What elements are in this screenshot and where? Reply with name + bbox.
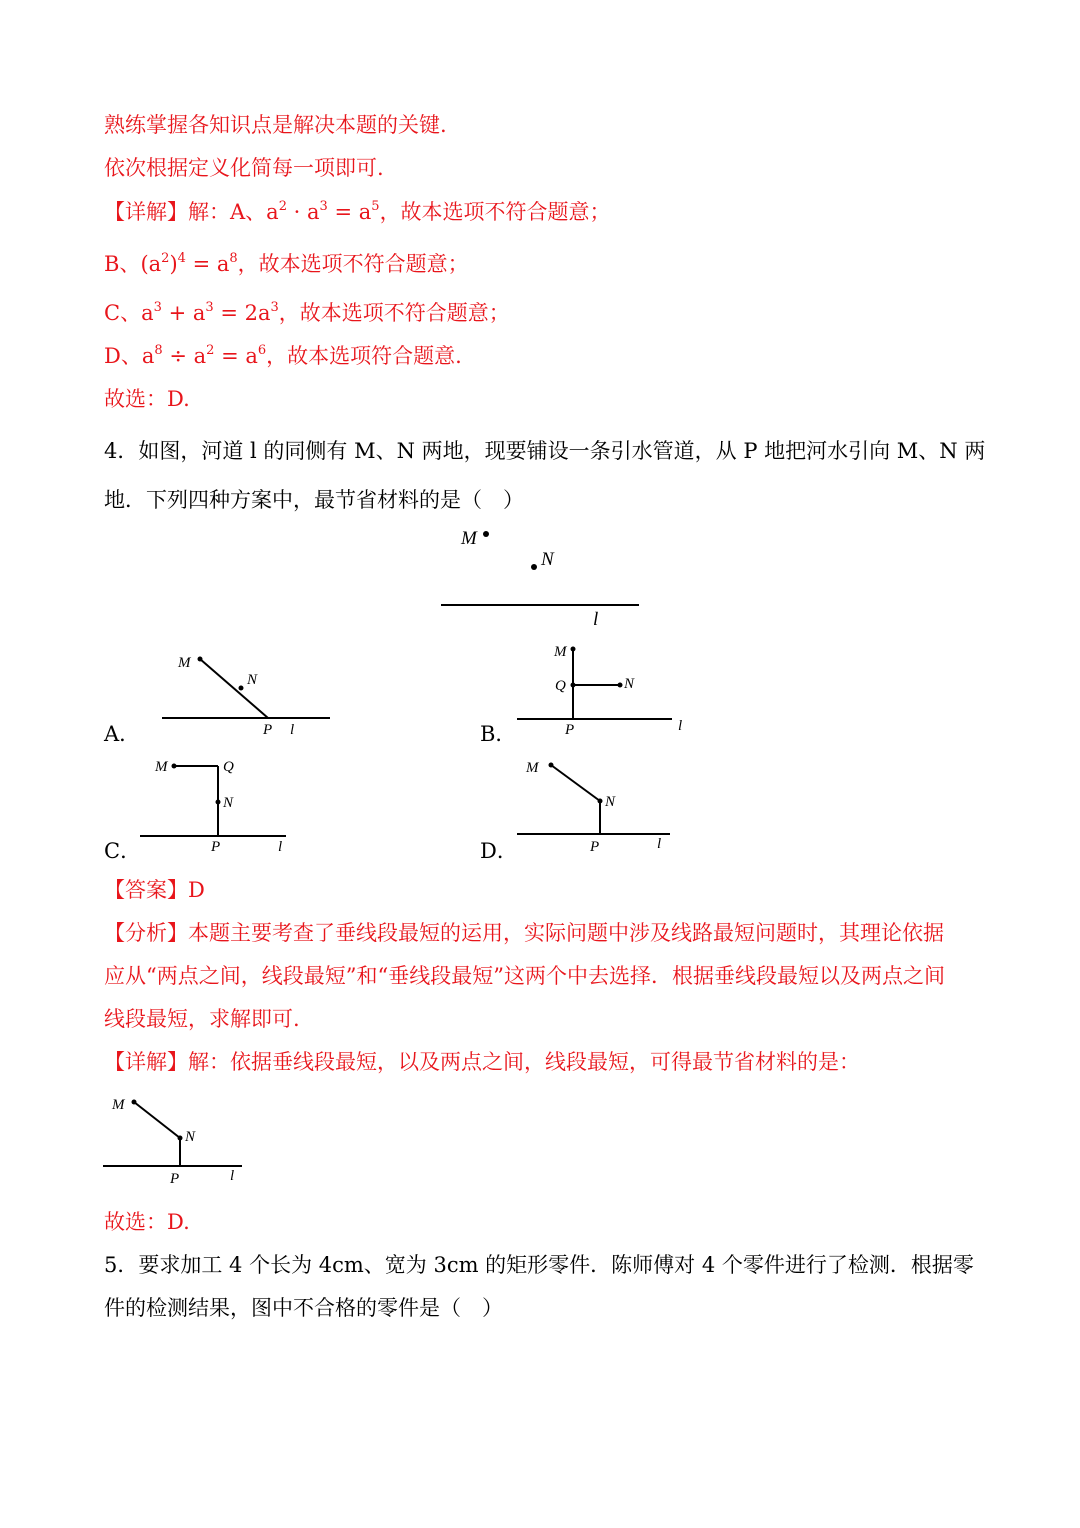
label-l: l — [278, 839, 283, 855]
label-l: l — [230, 1168, 235, 1184]
label-n: N — [624, 676, 635, 692]
detail-c-tail: ，故本选项不符合题意； — [278, 301, 510, 325]
label-p: P — [263, 722, 273, 738]
point-n — [531, 564, 537, 570]
option-b-label: B． — [480, 722, 517, 746]
math-expression-d: $a^8 \div a^2 = a^6$ — [141, 343, 267, 368]
analysis-line: 线段最短，求解即可. — [104, 1007, 300, 1031]
detail-tag: 【详解】 — [104, 200, 188, 224]
label-m: M — [112, 1097, 125, 1113]
point-m — [483, 531, 489, 537]
detail-tag: 【详解】 — [104, 1050, 188, 1074]
detail-b-tail: ，故本选项不符合题意； — [237, 252, 469, 276]
label-n: N — [605, 794, 616, 810]
point-n — [239, 686, 244, 691]
label-p: P — [590, 839, 600, 855]
answer-value: D — [188, 878, 205, 902]
analysis-tag: 【分析】 — [104, 921, 188, 945]
analysis-text: 本题主要考查了垂线段最短的运用，实际问题中涉及线路最短问题时，其理论依据 — [188, 921, 944, 945]
label-l: l — [678, 718, 683, 734]
option-d-label: D． — [480, 839, 518, 863]
main-figure — [440, 520, 640, 630]
label-l: l — [593, 609, 599, 630]
detail-text: 解：依据垂线段最短，以及两点之间，线段最短，可得最节省材料的是： — [188, 1050, 860, 1074]
math-expression-b: $(a^2)^4 = a^8$ — [140, 251, 238, 276]
conclusion: 故选：D. — [104, 387, 190, 411]
option-c-label: C． — [104, 839, 142, 863]
explanation-line: 依次根据定义化简每一项即可. — [104, 156, 384, 180]
option-a-label: A． — [104, 722, 141, 746]
question-5-line: 5．要求加工 4 个长为 4cm、宽为 3cm 的矩形零件．陈师傅对 4 个零件进行了检测．根据零 — [104, 1253, 974, 1277]
option-label: B、 — [104, 252, 141, 276]
detail-d-tail: ，故本选项符合题意. — [266, 344, 462, 368]
detail-a-line — [104, 198, 611, 226]
label-p: P — [565, 722, 575, 738]
option-d-figure — [515, 755, 680, 855]
label-q: Q — [555, 678, 566, 694]
detail-intro: 解：A、 — [188, 200, 267, 224]
question-4-line: 4．如图，河道 l 的同侧有 M、N 两地，现要铺设一条引水管道，从 P 地把河水引向 M、N 两 — [104, 439, 986, 463]
label-p: P — [170, 1171, 180, 1187]
detail-c-line — [104, 299, 510, 327]
label-n: N — [185, 1129, 196, 1145]
solution-figure — [100, 1092, 250, 1192]
label-m: M — [178, 655, 191, 671]
option-label: D、 — [104, 344, 142, 368]
label-n: N — [541, 549, 554, 570]
analysis-line — [104, 919, 944, 947]
answer-tag: 【答案】 — [104, 878, 188, 902]
label-p: P — [211, 839, 221, 855]
explanation-line: 熟练掌握各知识点是解决本题的关键. — [104, 113, 447, 137]
pipe-m-n — [551, 765, 600, 801]
label-n: N — [247, 672, 258, 688]
detail-a-tail: ，故本选项不符合题意； — [379, 200, 611, 224]
detail-d-line — [104, 342, 462, 370]
pipe-m-p — [200, 659, 268, 718]
point-n — [618, 683, 623, 688]
label-m: M — [554, 644, 567, 660]
label-l: l — [657, 836, 662, 852]
detail-b-line — [104, 250, 469, 278]
option-a-figure — [160, 650, 332, 740]
label-m: M — [155, 759, 168, 775]
detail-line — [104, 1048, 860, 1076]
label-q: Q — [223, 759, 234, 775]
math-expression-c: $a^3 + a^3 = 2a^3$ — [141, 300, 279, 325]
option-b-figure — [515, 640, 690, 740]
question-5-line: 件的检测结果，图中不合格的零件是（ ） — [104, 1296, 503, 1320]
pipe-m-n — [134, 1102, 180, 1138]
analysis-line: 应从“两点之间，线段最短”和“垂线段最短”这两个中去选择．根据垂线段最短以及两点之间 — [104, 964, 945, 988]
label-m: M — [461, 528, 477, 549]
conclusion: 故选：D. — [104, 1210, 190, 1234]
option-c-figure — [138, 755, 293, 855]
math-expression-a: $a^2 \cdot a^3 = a^5$ — [266, 199, 380, 224]
point-n — [216, 800, 221, 805]
label-l: l — [290, 722, 295, 738]
label-n: N — [223, 795, 234, 811]
option-label: C、 — [104, 301, 142, 325]
label-m: M — [526, 760, 539, 776]
answer-line — [104, 876, 205, 904]
question-4-line: 地．下列四种方案中，最节省材料的是（ ） — [104, 488, 524, 512]
